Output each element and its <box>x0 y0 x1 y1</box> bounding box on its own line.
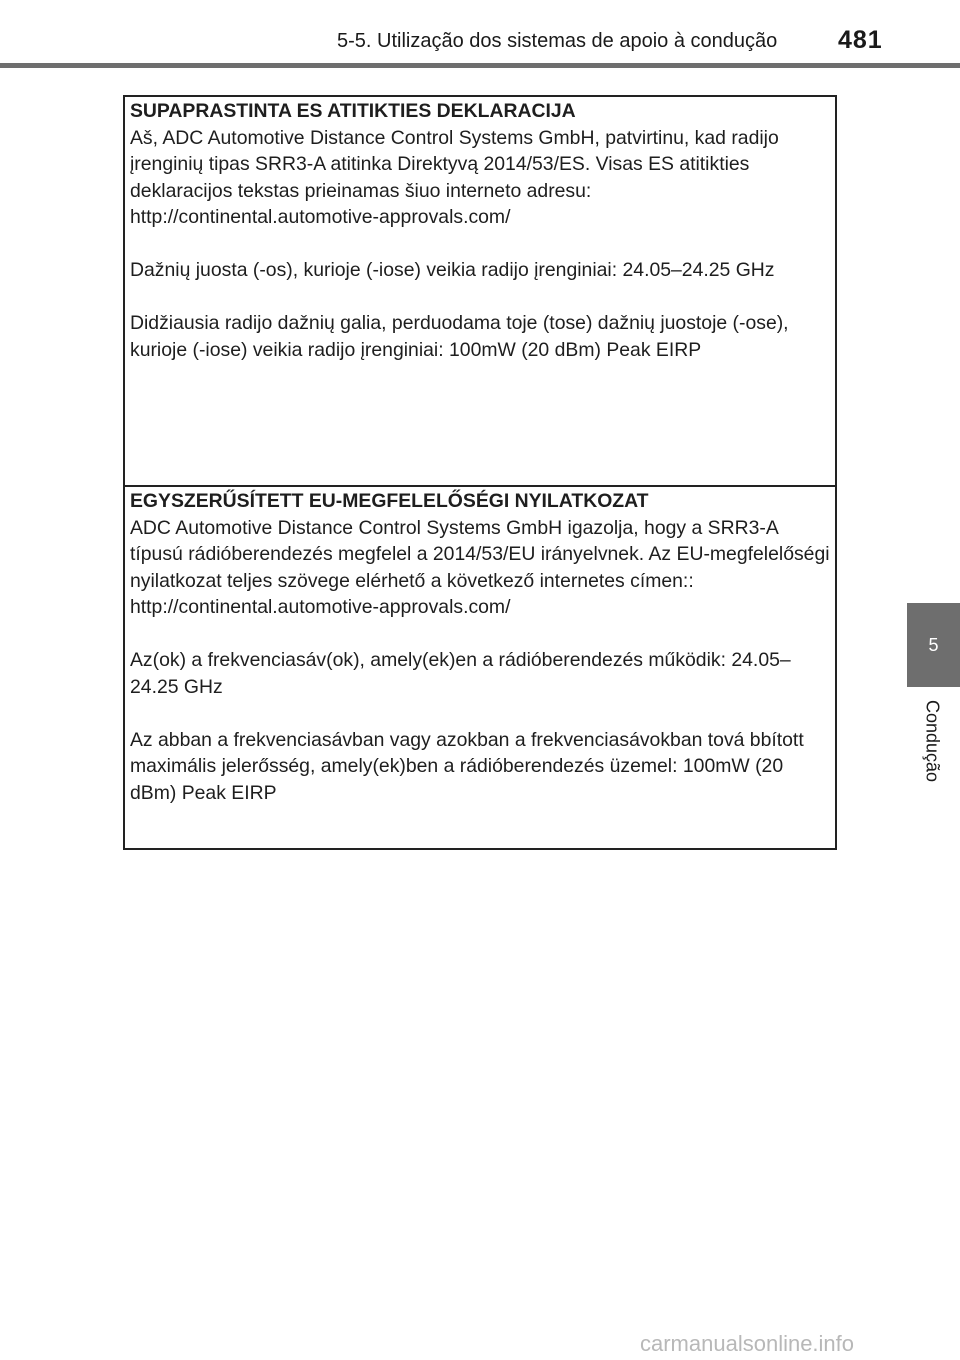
declaration-section-lithuanian <box>125 97 835 487</box>
section-paragraph: Az abban a frekvenciasávban vagy azokban a frekvenciasávokban tová bbított maximális jelerősség, amely(ek)ben a rádióberendezés üzemel: 100mW (20 dBm) Peak EIRP <box>130 728 804 804</box>
chapter-tab[interactable] <box>907 603 960 687</box>
section-paragraph: Aš, ADC Automotive Distance Control Systems GmbH, patvirtinu, kad radijo įrenginių tipas SRR3-A atitinka Direktyvą 2014/53/ES. Visas ES atitikties deklaracijos tekstas prieinamas šiuo interneto adresu: http://continental.automotive-approvals.com/ <box>130 126 779 228</box>
running-header-title: 5-5. Utilização dos sistemas de apoio à condução <box>337 30 778 52</box>
section-title: SUPAPRASTINTA ES ATITIKTIES DEKLARACIJA <box>130 100 576 122</box>
section-paragraph: ADC Automotive Distance Control Systems GmbH igazolja, hogy a SRR3-A típusú rádióberendezés megfelel a 2014/53/EU irányelvnek. Az EU-megfelelőségi nyilatkozat teljes szövege elérhető a következő internetes címen:: http://continental.automotive-approvals.com/ <box>130 516 830 618</box>
section-title: EGYSZERŰSÍTETT EU-MEGFELELŐSÉGI NYILATKOZAT <box>130 490 649 512</box>
declaration-section-hungarian <box>125 487 835 850</box>
section-paragraph: Dažnių juosta (-os), kurioje (-iose) veikia radijo įrenginiai: 24.05–24.25 GHz <box>130 259 775 281</box>
declaration-box <box>123 95 837 850</box>
page-number: 481 <box>838 26 883 54</box>
section-paragraph: Didžiausia radijo dažnių galia, perduodama toje (tose) dažnių juostoje (-ose), kurioje (-iose) veikia radijo įrenginiai: 100mW (20 dBm) Peak EIRP <box>130 312 789 361</box>
watermark-text: carmanualsonline.info <box>640 1331 855 1356</box>
header-rule <box>0 63 960 68</box>
section-paragraph: Az(ok) a frekvenciasáv(ok), amely(ek)en a rádióberendezés működik: 24.05–24.25 GHz <box>130 649 791 698</box>
chapter-tab-number: 5 <box>928 634 939 655</box>
chapter-tab-label: Condução <box>922 700 943 783</box>
